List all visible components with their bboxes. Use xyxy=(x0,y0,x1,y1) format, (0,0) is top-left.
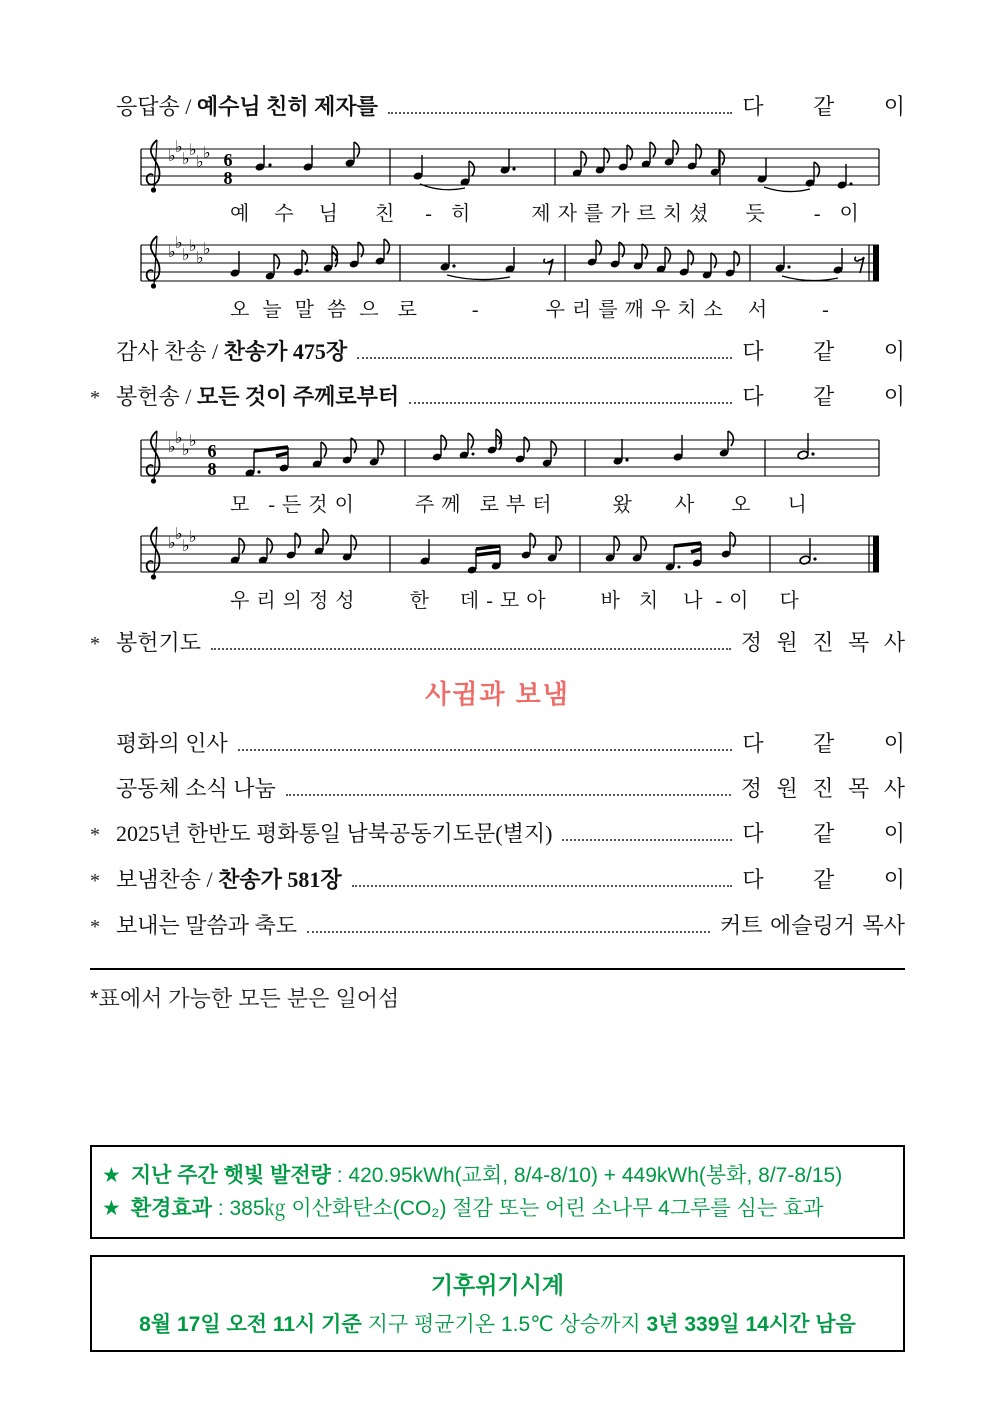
program-label: 봉헌기도 xyxy=(116,630,202,655)
energy-line-generation xyxy=(102,1159,893,1192)
program-response: 정 원 진 목 사 xyxy=(740,776,905,801)
climate-middle-text: 지구 평균기온 1.5℃ 상승까지 xyxy=(361,1313,647,1336)
svg-text:♭: ♭ xyxy=(175,233,183,252)
program-row-response-song xyxy=(90,92,905,122)
time-signature-bottom: 8 xyxy=(223,168,233,188)
program-row-offering-prayer xyxy=(90,628,905,659)
climate-datetime: 8월 17일 오전 11시 기준 xyxy=(139,1313,362,1336)
svg-text:♭: ♭ xyxy=(168,437,176,456)
climate-clock-title: 기후위기시계 xyxy=(430,1272,565,1298)
dotted-leader xyxy=(286,794,731,796)
music-staff xyxy=(140,233,880,297)
notes-group xyxy=(245,429,815,478)
program-label: 응답송 / xyxy=(116,94,197,119)
dotted-leader xyxy=(388,112,732,114)
key-signature-flats xyxy=(168,524,197,555)
key-signature-flats xyxy=(168,137,211,171)
svg-text:♭: ♭ xyxy=(182,245,190,264)
music-staff xyxy=(140,524,880,588)
star-icon: ★ xyxy=(102,1197,121,1220)
svg-text:♭: ♭ xyxy=(175,524,183,543)
standing-asterisk: * xyxy=(90,870,100,892)
star-icon: ★ xyxy=(102,1164,121,1187)
lyrics-line: 모 - 든 것 이 주 께 로 부 터 왔 사 오 니 xyxy=(230,494,808,516)
program-title: 예수님 친히 제자를 xyxy=(196,94,378,119)
key-signature-flats xyxy=(168,233,211,267)
program-row-thanks-hymn xyxy=(90,337,905,367)
divider-rule xyxy=(90,968,905,970)
program-label: 보냄찬송 / xyxy=(116,867,219,892)
svg-text:♭: ♭ xyxy=(182,440,190,459)
climate-remaining: 3년 339일 14시간 남음 xyxy=(646,1313,856,1336)
dotted-leader xyxy=(307,931,710,933)
music-score-offering-song xyxy=(90,428,905,614)
program-label: 감사 찬송 / xyxy=(116,339,224,364)
energy-label: 지난 주간 햇빛 발전량 xyxy=(130,1164,331,1187)
program-response: 다 같 이 xyxy=(742,867,905,892)
dotted-leader xyxy=(409,402,732,404)
dotted-leader xyxy=(352,885,733,887)
program-row-community-news xyxy=(90,774,905,804)
energy-separator: : xyxy=(330,1164,349,1187)
climate-clock-box xyxy=(90,1255,905,1352)
program-label: 봉헌송 / xyxy=(116,384,197,409)
dotted-leader xyxy=(562,839,732,841)
music-staff xyxy=(140,137,880,201)
program-response: 다 같 이 xyxy=(742,339,905,364)
program-row-peace-greeting xyxy=(90,729,905,759)
energy-value: 420.95kWh(교회, 8/4-8/10) + 449kWh(봉화, 8/7-8/15) xyxy=(348,1164,843,1187)
energy-line-effect xyxy=(102,1192,893,1225)
svg-text:♭: ♭ xyxy=(189,236,197,255)
lyrics-line: 예 수 님 친 - 히 제 자 를 가 르 치 셨 듯 - 이 xyxy=(230,203,860,225)
svg-text:♭: ♭ xyxy=(182,149,190,168)
time-signature-bottom: 8 xyxy=(207,459,217,479)
standing-footnote: *표에서 가능한 모든 분은 일어섬 xyxy=(90,986,400,1011)
program-title: 찬송가 581장 xyxy=(218,867,342,892)
program-label: 보내는 말씀과 축도 xyxy=(116,913,298,938)
svg-text:♭: ♭ xyxy=(182,536,190,555)
dotted-leader xyxy=(238,749,732,751)
lyrics-line: 우 리 의 정 성 한 데 - 모 아 바 치 나 - 이 다 xyxy=(230,590,800,612)
program-label: 평화의 인사 xyxy=(116,731,228,756)
energy-label: 환경효과 xyxy=(130,1197,212,1220)
program-row-joint-prayer xyxy=(90,819,905,850)
svg-text:♭: ♭ xyxy=(196,248,204,267)
program-label: 2025년 한반도 평화통일 남북공동기도문(별지) xyxy=(116,821,553,846)
climate-clock-line xyxy=(100,1308,895,1338)
music-score-response-song xyxy=(90,137,905,323)
program-response: 다 같 이 xyxy=(742,94,905,119)
program-response: 다 같 이 xyxy=(742,384,905,409)
program-response: 다 같 이 xyxy=(742,731,905,756)
key-signature-flats xyxy=(168,428,197,459)
standing-asterisk: * xyxy=(90,916,100,938)
svg-text:♭: ♭ xyxy=(189,431,197,450)
svg-text:♭: ♭ xyxy=(203,239,211,258)
svg-text:♭: ♭ xyxy=(196,152,204,171)
program-response: 정 원 진 목 사 xyxy=(740,630,905,655)
svg-text:♭: ♭ xyxy=(168,146,176,165)
dotted-leader xyxy=(211,648,731,650)
dotted-leader xyxy=(357,357,732,359)
standing-asterisk: * xyxy=(90,633,100,655)
svg-text:♭: ♭ xyxy=(189,140,197,159)
svg-text:♭: ♭ xyxy=(168,533,176,552)
program-response: 다 같 이 xyxy=(742,821,905,846)
svg-text:♭: ♭ xyxy=(175,137,183,156)
program-row-offering-song xyxy=(90,382,905,413)
standing-asterisk: * xyxy=(90,824,100,846)
program-response: 커트 에슬링거 목사 xyxy=(719,913,905,938)
svg-text:♭: ♭ xyxy=(168,242,176,261)
section-heading-fellowship: 사귐과 보냄 xyxy=(425,679,570,709)
time-signature-top: 6 xyxy=(207,441,217,461)
energy-separator: : xyxy=(211,1197,230,1220)
notes-group xyxy=(255,140,853,192)
lyrics-line: 오 늘 말 씀 으 로 - 우 리 를 깨 우 치 소 서 - xyxy=(230,299,830,321)
program-row-sending-hymn xyxy=(90,865,905,896)
energy-value: 385㎏ 이산화탄소(CO₂) 절감 또는 어린 소나무 4그루를 심는 효과 xyxy=(229,1197,824,1220)
program-title: 찬송가 475장 xyxy=(223,339,348,364)
music-staff xyxy=(140,428,880,492)
time-signature-top: 6 xyxy=(223,150,233,170)
program-title: 모든 것이 주께로부터 xyxy=(196,384,400,409)
program-label: 공동체 소식 나눔 xyxy=(116,776,276,801)
svg-text:♭: ♭ xyxy=(203,143,211,162)
program-row-benediction xyxy=(90,911,905,942)
standing-asterisk: * xyxy=(90,387,100,409)
svg-text:♭: ♭ xyxy=(189,527,197,546)
solar-energy-box xyxy=(90,1145,905,1239)
svg-text:♭: ♭ xyxy=(175,428,183,447)
